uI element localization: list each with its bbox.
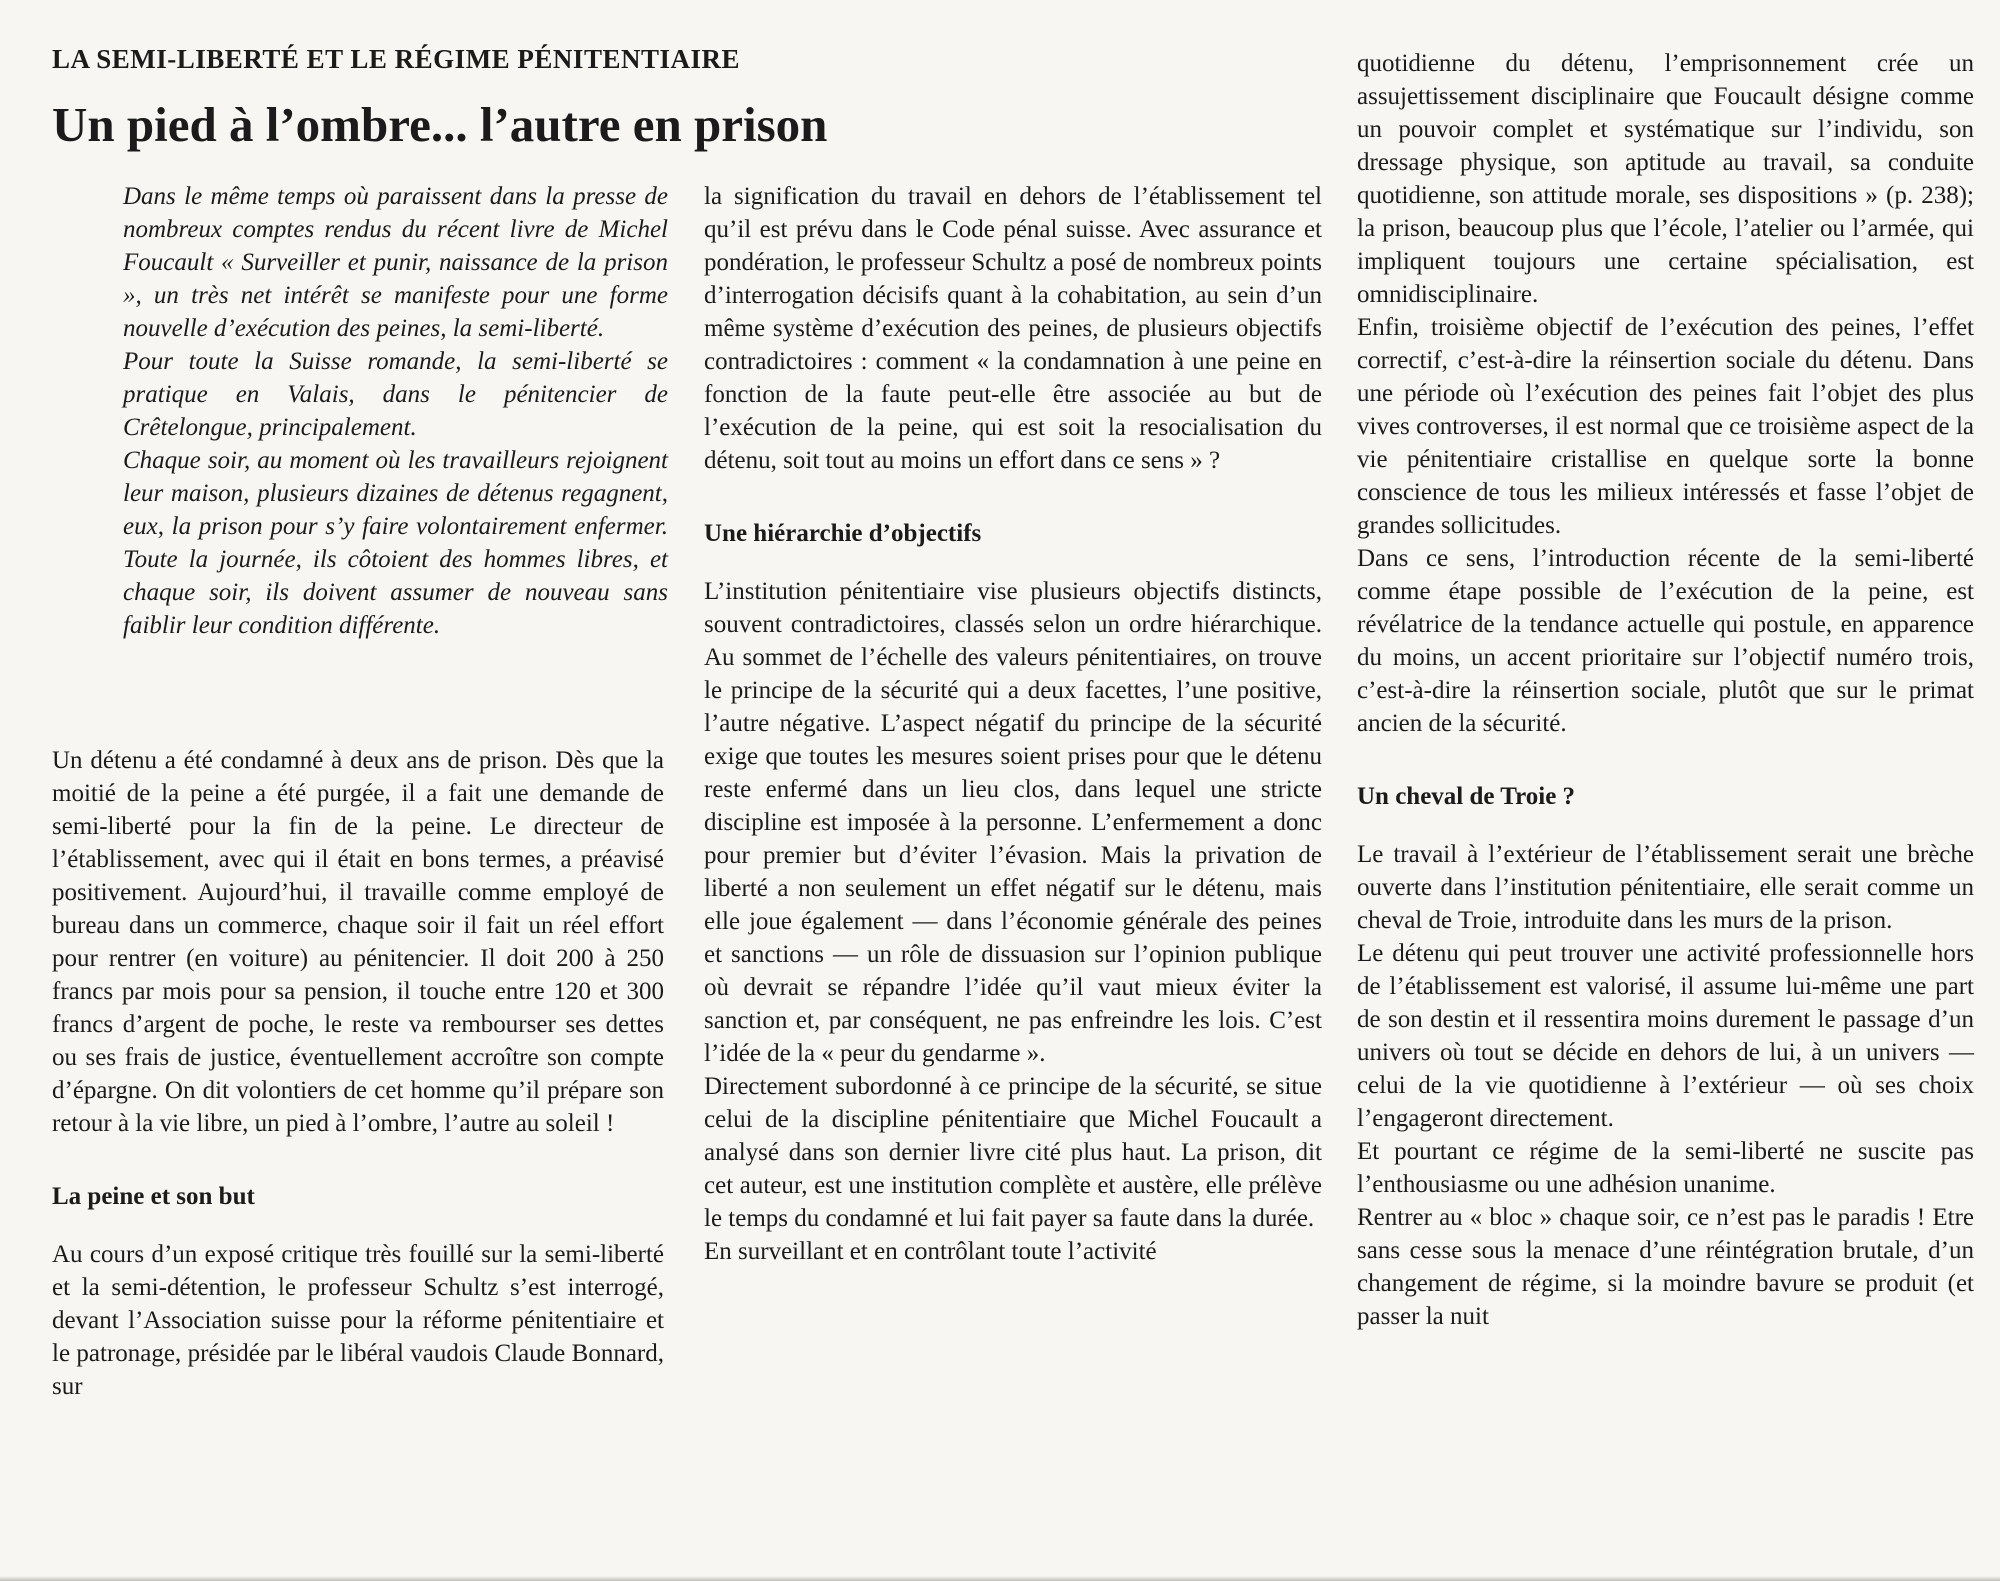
body-paragraph: L’institution pénitentiaire vise plusieurs objectifs distincts, souvent contradictoires, classés selon un ordre hiérarchique. Au sommet de l’échelle des valeurs pénitentiaires, on trouve le principe de la sécurité qui a deux facettes, l’une positive, l’autre négative. L’aspect négatif du principe de la sécurité exige que toutes les mesures soient prises pour que le détenu reste enfermé dans un lieu clos, dans lequel une stricte discipline est imposée à la personne. L’enfermement a donc pour premier but d’éviter l’évasion. Mais la privation de liberté a non seulement un effet négatif sur le détenu, mais elle joue également — dans l’économie générale des peines et sanctions — un rôle de dissuasion sur l’opinion publique où devrait se répandre l’idée qu’il vaut mieux éviter la sanction et, par conséquent, ne pas enfreindre les lois. C’est l’idée de la « peur du gendarme ». — [704, 578, 1322, 1067]
subheading: La peine et son but — [52, 1183, 255, 1210]
body-paragraph: Le détenu qui peut trouver une activité professionnelle hors de l’établissement est valorisé, il assume lui-même une part de son destin et il ressentira moins durement le passage d’un univers où tout se décide en dehors de lui, à un univers — celui de la vie quotidienne à l’extérieur — où ses choix l’engageront directement. — [1357, 940, 1974, 1132]
section-kicker: LA SEMI-LIBERTÉ ET LE RÉGIME PÉNITENTIAIRE — [52, 44, 740, 74]
body-paragraph: Rentrer au « bloc » chaque soir, ce n’est pas le paradis ! Etre sans cesse sous la menace d’une réintégration brutale, d’un changement de régime, si la moindre bavure se produit (et passer la nuit — [1357, 1204, 1974, 1330]
column-3 — [1357, 47, 1974, 1333]
body-paragraph: quotidienne du détenu, l’emprisonnement crée un assujettissement disciplinaire que Foucault désigne comme un pouvoir complet et systématique sur l’individu, son dressage physique, son aptitude au travail, sa conduite quotidienne, son attitude morale, ses dispositions » (p. 238); la prison, beaucoup plus que l’école, l’atelier ou l’armée, qui impliquent toujours une certaine spécialisation, est omnidisciplinaire. — [1357, 50, 1974, 308]
lead-paragraph: Dans le même temps où paraissent dans la presse de nombreux comptes rendus du récent livre de Michel Foucault « Surveiller et punir, naissance de la prison », un très net intérêt se manifeste pour une forme nouvelle d’exécution des peines, la semi-liberté. — [123, 183, 668, 342]
article-title: Un pied à l’ombre... l’autre en prison — [52, 97, 828, 152]
body-paragraph: Au cours d’un exposé critique très fouillé sur la semi-liberté et la semi-détention, le professeur Schultz s’est interrogé, devant l’Association suisse pour la réforme pénitentiaire et le patronage, présidée par le libéral vaudois Claude Bonnard, sur — [52, 1241, 664, 1400]
lead-paragraph: Chaque soir, au moment où les travailleurs rejoignent leur maison, plusieurs dizaines de détenus regagnent, eux, la prison pour s’y faire volontairement enfermer. Toute la journée, ils côtoient des hommes libres, et chaque soir, ils doivent assumer de nouveau sans faiblir leur condition différente. — [123, 447, 668, 639]
subheading: Une hiérarchie d’objectifs — [704, 520, 982, 547]
body-paragraph: Et pourtant ce régime de la semi-liberté ne suscite pas l’enthousiasme ou une adhésion unanime. — [1357, 1138, 1974, 1198]
body-paragraph: Enfin, troisième objectif de l’exécution des peines, l’effet correctif, c’est-à-dire la réinsertion sociale du détenu. Dans une période où l’exécution des peines fait l’objet des plus vives controverses, il est normal que ce troisième aspect de la vie pénitentiaire cristallise en quelque sorte la bonne conscience de tous les milieux intéressés et fasse l’objet de grandes sollicitudes. — [1357, 314, 1974, 539]
body-paragraph: Dans ce sens, l’introduction récente de la semi-liberté comme étape possible de l’exécution de la peine, est révélatrice de la tendance actuelle qui postule, en apparence du moins, un accent prioritaire sur l’objectif numéro trois, c’est-à-dire la réinsertion sociale, plutôt que sur le primat ancien de la sécurité. — [1357, 545, 1974, 737]
page-bottom-edge — [0, 1576, 2000, 1581]
body-paragraph: Directement subordonné à ce principe de la sécurité, se situe celui de la discipline pénitentiaire que Michel Foucault a analysé dans son dernier livre cité plus haut. La prison, dit cet auteur, est une institution complète et austère, elle prélève le temps du condamné et lui fait payer sa faute dans la durée. — [704, 1073, 1322, 1232]
body-paragraph: En surveillant et en contrôlant toute l’activité — [704, 1238, 1157, 1265]
subheading: Un cheval de Troie ? — [1357, 783, 1576, 810]
column-1 — [52, 744, 664, 1403]
body-paragraph: Un détenu a été condamné à deux ans de prison. Dès que la moitié de la peine a été purgée, il a fait une demande de semi-liberté pour la fin de la peine. Le directeur de l’établissement, avec qui il était en bons termes, a préavisé positivement. Aujourd’hui, il travaille comme employé de bureau dans un commerce, chaque soir il fait un réel effort pour rentrer (en voiture) au pénitencier. Il doit 200 à 250 francs par mois pour sa pension, il touche entre 120 et 300 francs d’argent de poche, le reste va rembourser ses dettes ou ses frais de justice, éventuellement accroître son compte d’épargne. On dit volontiers de cet homme qu’il prépare son retour à la vie libre, un pied à l’ombre, l’autre au soleil ! — [52, 747, 664, 1137]
body-paragraph: la signification du travail en dehors de l’établissement tel qu’il est prévu dans le Code pénal suisse. Avec assurance et pondération, le professeur Schultz a posé de nombreux points d’interrogation décisifs quant à la cohabitation, au sein d’un même système d’exécution des peines, de plusieurs objectifs contradictoires : comment « la condamnation à une peine en fonction de la faute peut-elle être associée au but de l’exécution de la peine, qui est soit la resocialisation du détenu, soit tout au moins un effort dans ce sens » ? — [704, 183, 1322, 474]
lead-paragraph: Pour toute la Suisse romande, la semi-liberté se pratique en Valais, dans le pénitencier de Crêtelongue, principalement. — [123, 348, 668, 441]
article-lead — [123, 180, 668, 642]
column-2 — [704, 180, 1322, 1268]
body-paragraph: Le travail à l’extérieur de l’établissement serait une brèche ouverte dans l’institution pénitentiaire, elle serait comme un cheval de Troie, introduite dans les murs de la prison. — [1357, 841, 1974, 934]
